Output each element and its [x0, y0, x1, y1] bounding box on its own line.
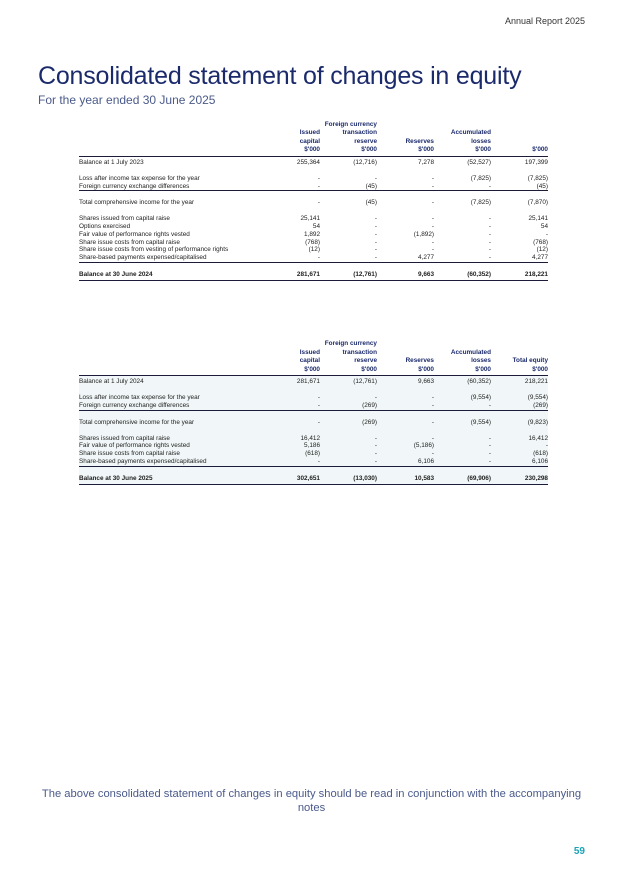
row-label: Share-based payments expensed/capitalised [79, 254, 263, 262]
table-row [79, 458, 548, 466]
table-row [79, 231, 548, 239]
header-cell-accumulated-losses: Accumulated losses $'000 [434, 112, 491, 156]
spacer [79, 427, 548, 435]
cell: - [320, 394, 377, 402]
cell: - [488, 238, 491, 246]
cell: 230,298 [491, 475, 548, 484]
row-label: Foreign currency exchange differences [79, 183, 263, 191]
cell: - [488, 222, 491, 230]
table-row [79, 376, 548, 386]
cell: (618) [263, 450, 320, 458]
cell: 197,399 [524, 158, 548, 166]
cell: (12,761) [320, 376, 377, 386]
cell: 255,364 [296, 158, 320, 166]
cell: - [488, 230, 491, 238]
cell: - [374, 238, 377, 246]
cell: - [431, 174, 434, 182]
cell: - [263, 419, 320, 427]
row-label: Shares issued from capital raise [79, 435, 263, 443]
cell: - [317, 174, 320, 182]
cell: - [263, 394, 320, 402]
cell: (13,030) [320, 475, 377, 484]
cell: - [434, 435, 491, 443]
cell: 7,278 [418, 158, 434, 166]
row-label: Balance at 1 July 2023 [79, 158, 144, 166]
table-row [79, 450, 548, 458]
row-label: Share-based payments expensed/capitalised [79, 458, 263, 466]
table-row [79, 271, 548, 280]
header-cell-total-equity: Total equity $'000 [491, 340, 548, 376]
cell: 9,663 [377, 271, 434, 280]
cell: - [377, 435, 434, 443]
cell: (45) [491, 183, 548, 191]
cell: (269) [320, 402, 377, 410]
row-label: Foreign currency exchange differences [79, 402, 263, 410]
cell: - [377, 450, 434, 458]
table-row [79, 239, 548, 247]
row-label: Loss after income tax expense for the year [79, 174, 200, 182]
row-label: Balance at 30 June 2024 [79, 271, 263, 280]
cell: 16,412 [263, 435, 320, 443]
cell: (5,186) [377, 442, 434, 450]
table-row [79, 442, 548, 450]
cell: (12) [308, 246, 320, 254]
row-label: Share issue costs from capital raise [79, 450, 263, 458]
cell: 4,277 [377, 254, 434, 262]
cell: - [434, 183, 491, 191]
cell: 6,106 [377, 458, 434, 466]
cell: - [320, 458, 377, 466]
spacer [79, 410, 548, 419]
cell: - [374, 230, 377, 238]
cell: (45) [320, 183, 377, 191]
equity-table-2024 [79, 112, 548, 281]
cell: - [263, 458, 320, 466]
page-subtitle: For the year ended 30 June 2025 [38, 93, 216, 107]
cell: (9,554) [434, 419, 491, 427]
cell: - [320, 254, 377, 262]
header-cell-issued-capital: Issued capital $'000 [263, 112, 320, 156]
cell: 218,221 [491, 271, 548, 280]
cell: - [545, 230, 548, 238]
spacer [79, 262, 548, 271]
cell: - [377, 183, 434, 191]
cell: (9,554) [434, 394, 491, 402]
row-label: Total comprehensive income for the year [79, 199, 195, 207]
row-label: Fair value of performance rights vested [79, 442, 263, 450]
header-cell-fx-reserve: Foreign currency transaction reserve $'000 [320, 340, 377, 376]
cell: - [320, 450, 377, 458]
spacer [79, 466, 548, 475]
cell: (618) [491, 450, 548, 458]
cell: - [374, 222, 377, 230]
cell: 218,221 [491, 376, 548, 386]
row-label: Share issue costs from capital raise [79, 238, 180, 246]
cell: (52,527) [467, 158, 491, 166]
cell: (69,906) [434, 475, 491, 484]
table-row [79, 475, 548, 484]
row-label: Fair value of performance rights vested [79, 230, 190, 238]
cell: 4,277 [491, 254, 548, 262]
cell: - [377, 419, 434, 427]
cell: 5,186 [263, 442, 320, 450]
cell: (768) [305, 238, 320, 246]
cell: (9,823) [491, 419, 548, 427]
cell: (1,892) [413, 230, 434, 238]
cell: 54 [540, 222, 548, 230]
table-header-row [79, 112, 548, 156]
row-label: Share issue costs from vesting of performance rights [79, 246, 229, 254]
table-row [79, 215, 548, 223]
table-row [79, 394, 548, 402]
cell: - [431, 199, 434, 207]
spacer [79, 386, 548, 394]
cell: 16,412 [491, 435, 548, 443]
header-cell-issued-capital: Issued capital $'000 [263, 340, 320, 376]
table-row [79, 402, 548, 410]
cell: (768) [533, 238, 548, 246]
equity-table-2025 [79, 340, 548, 485]
cell: - [320, 442, 377, 450]
cell: (7,825) [470, 199, 491, 207]
cell: - [374, 174, 377, 182]
cell: - [374, 246, 377, 254]
cell: - [488, 215, 491, 223]
cell: (9,554) [491, 394, 548, 402]
cell: 6,106 [491, 458, 548, 466]
cell: (7,825) [527, 174, 548, 182]
cell: - [377, 394, 434, 402]
cell: (7,825) [470, 174, 491, 182]
cell: (12,761) [320, 271, 377, 280]
cell: - [434, 402, 491, 410]
row-label: Balance at 30 June 2025 [79, 475, 263, 484]
cell: (60,352) [434, 376, 491, 386]
cell: 302,651 [263, 475, 320, 484]
cell: - [434, 254, 491, 262]
cell: 281,671 [263, 376, 320, 386]
header-label-cell [79, 340, 263, 376]
header-label-cell [79, 112, 263, 156]
table-row [79, 175, 548, 183]
equity-table-2025-section [79, 340, 547, 485]
row-label: Total comprehensive income for the year [79, 419, 263, 427]
cell: - [320, 435, 377, 443]
table-row [79, 183, 548, 191]
cell: (45) [365, 199, 377, 207]
table-header-row [79, 340, 548, 376]
spacer [79, 167, 548, 175]
cell: - [431, 238, 434, 246]
header-cell-accumulated-losses: Accumulated losses $'000 [434, 340, 491, 376]
header-cell-reserves: Reserves $'000 [377, 112, 434, 156]
cell: 25,141 [528, 215, 548, 223]
report-label: Annual Report 2025 [504, 16, 585, 26]
equity-table-2024-section [79, 112, 547, 281]
row-label: Options exercised [79, 222, 131, 230]
row-label: Loss after income tax expense for the year [79, 394, 263, 402]
cell: (60,352) [434, 271, 491, 280]
header-cell-reserves: Reserves $'000 [377, 340, 434, 376]
page-number: 59 [573, 846, 585, 857]
cell: 9,663 [377, 376, 434, 386]
spacer [79, 191, 548, 200]
cell: 10,583 [377, 475, 434, 484]
cell: (12,716) [353, 158, 377, 166]
cell: (269) [320, 419, 377, 427]
cell: - [488, 246, 491, 254]
cell: - [374, 215, 377, 223]
header-cell-fx-reserve: Foreign currency transaction reserve $'000 [320, 112, 377, 156]
cell: - [491, 442, 548, 450]
cell: - [317, 199, 320, 207]
cell: - [263, 254, 320, 262]
cell: - [434, 442, 491, 450]
cell: - [263, 183, 320, 191]
cell: - [434, 450, 491, 458]
cell: (269) [491, 402, 548, 410]
cell: 281,671 [263, 271, 320, 280]
table-row [79, 199, 548, 207]
cell: - [377, 402, 434, 410]
cell: 54 [312, 222, 320, 230]
table-row [79, 254, 548, 262]
row-label: Shares issued from capital raise [79, 215, 170, 223]
cell: - [431, 222, 434, 230]
cell: (12) [536, 246, 548, 254]
cell: (7,870) [527, 199, 548, 207]
cell: - [431, 246, 434, 254]
cell: 1,892 [304, 230, 320, 238]
cell: - [431, 215, 434, 223]
cell: - [434, 458, 491, 466]
table-row [79, 223, 548, 231]
table-row [79, 246, 548, 254]
spacer [79, 207, 548, 215]
row-label: Balance at 1 July 2024 [79, 376, 263, 386]
header-cell-total: $'000 [491, 112, 548, 156]
table-row [79, 156, 548, 166]
footnote: The above consolidated statement of changes in equity should be read in conjunction with the accompanying notes [41, 788, 582, 814]
cell: - [263, 402, 320, 410]
table-row [79, 419, 548, 427]
page-title: Consolidated statement of changes in equity [38, 62, 522, 90]
table-row [79, 435, 548, 443]
cell: 25,141 [300, 215, 320, 223]
